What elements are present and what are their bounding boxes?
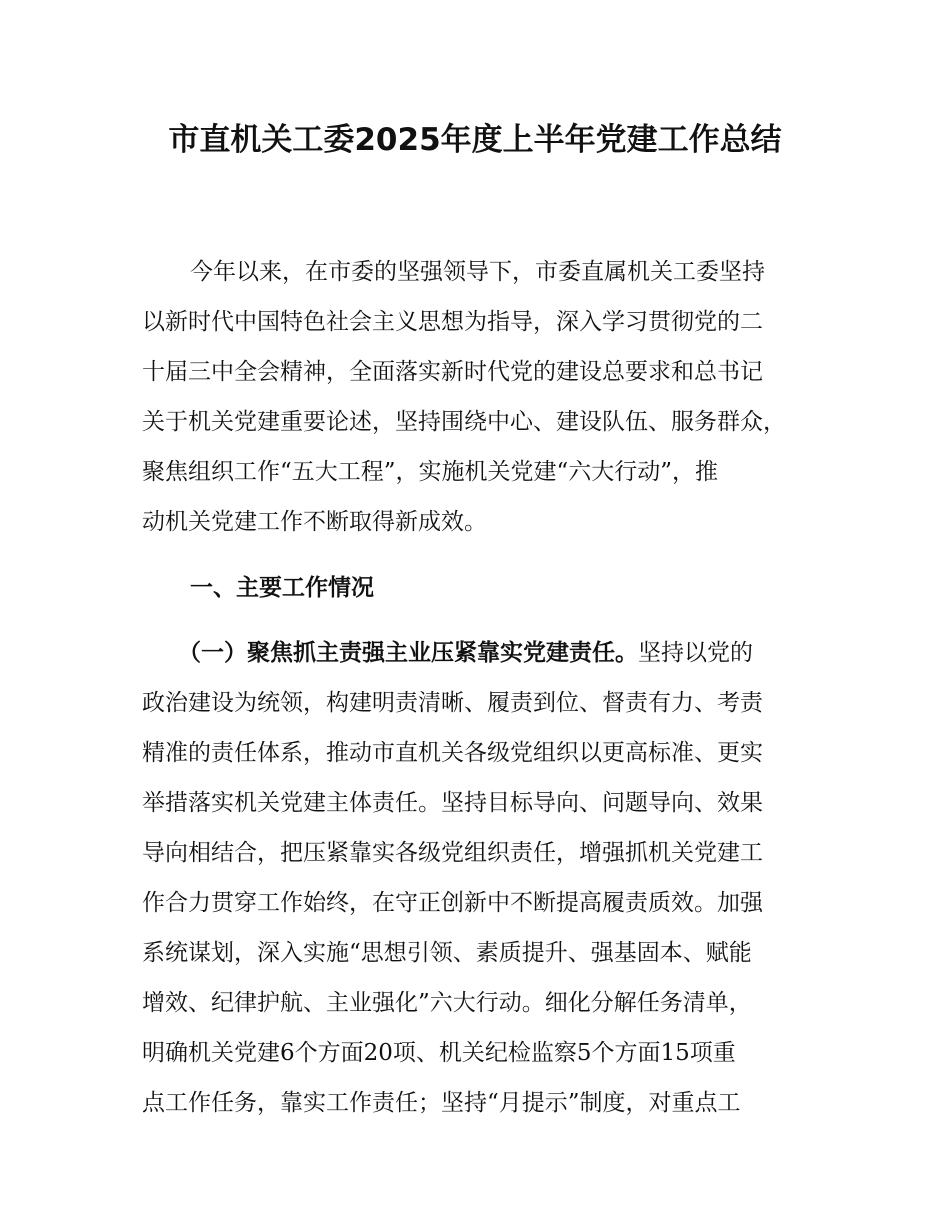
section-heading: 一、主要工作情况: [190, 575, 374, 601]
subsection-line-9: 点工作任务，靠实工作责任；坚持“月提示”制度，对重点工: [142, 1090, 741, 1116]
subsection-line-1: 政治建设为统领，构建明责清晰、履责到位、督责有力、考责: [142, 690, 763, 716]
subsection-lead: （一）聚焦抓主责强主业压紧靠实党建责任。: [178, 640, 638, 666]
subsection-first-line: [178, 638, 828, 668]
document-title: 市直机关工委2025年度上半年党建工作总结: [168, 122, 782, 158]
subsection-line-7: 增效、纪律护航、主业强化”六大行动。细化分解任务清单，: [142, 990, 752, 1016]
subsection-line-2: 精准的责任体系，推动市直机关各级党组织以更高标准、更实: [142, 740, 763, 766]
subsection-line-4: 导向相结合，把压紧靠实各级党组织责任，增强抓机关党建工: [142, 840, 763, 866]
intro-line-1: 今年以来，在市委的坚强领导下，市委直属机关工委坚持: [190, 259, 765, 285]
subsection-line-5: 作合力贯穿工作始终，在守正创新中不断提高履责质效。加强: [142, 890, 763, 916]
subsection-line-8: 明确机关党建6个方面20项、机关纪检监察5个方面15项重: [142, 1040, 736, 1066]
intro-line-6: 动机关党建工作不断取得新成效。: [142, 509, 487, 535]
intro-line-2: 以新时代中国特色社会主义思想为指导，深入学习贯彻党的二: [142, 309, 763, 335]
intro-line-4: 关于机关党建重要论述，坚持围绕中心、建设队伍、服务群众，: [142, 409, 786, 435]
intro-line-5: 聚焦组织工作“五大工程”，实施机关党建“六大行动”，推: [142, 459, 719, 485]
intro-line-3: 十届三中全会精神，全面落实新时代党的建设总要求和总书记: [142, 359, 763, 385]
subsection-first-line-rest: 坚持以党的: [638, 640, 753, 666]
subsection-line-6: 系统谋划，深入实施“思想引领、素质提升、强基固本、赋能: [142, 940, 752, 966]
subsection-line-3: 举措落实机关党建主体责任。坚持目标导向、问题导向、效果: [142, 790, 763, 816]
